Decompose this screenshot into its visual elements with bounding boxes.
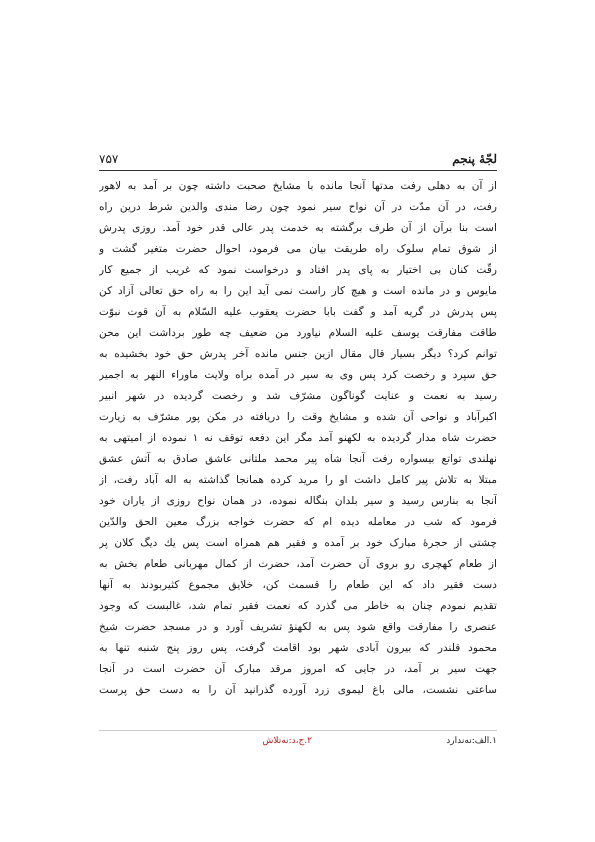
page-header xyxy=(99,152,497,170)
text-line: رسید به نعمت و عنایت گوناگون مشرّف شد و رخصت گردیده در شهر انبیر xyxy=(99,390,497,402)
footnote-1: ۱.الف:نه‌ندارد xyxy=(446,736,497,746)
footnote-rule xyxy=(99,730,497,731)
text-line: آنجا به بنارس رسید و سیر بلدان بنگاله نموده، در همان نواح روزی از یاران خود xyxy=(99,495,497,507)
text-line: دست فقیر داد که این طعام را قسمت کن، خلایق مجموع کثیربودند به آنها xyxy=(99,579,497,591)
header-rule xyxy=(99,170,497,171)
text-line: جهت سیر بر آمد، در جایی که امروز مرقد مبارک آن حضرت است در آنجا xyxy=(99,663,497,675)
text-line: چشتی از حجرهٔ مبارک خود بر آمده و فقیر هم همراه است پس یك دیگ کلان پر xyxy=(99,537,497,549)
text-line: ساعتی نشست، مالی باغ لیموی زرد آورده گذرانید آن را به دست حق پرست xyxy=(99,684,497,696)
text-line: مایوس و در مانده است و هیچ کار راست نمی آید این را به راه حق تعالی آزاد کن xyxy=(99,285,497,297)
text-line: از شوق تمام سلوک راه طریقت بیان می فرمود، احوال حضرت متغیر گشت و xyxy=(99,243,497,255)
text-line: اکبرآباد و نواحی آن شده و مشایخ وقت را دریافته در مکن پور مشرّف به زیارت xyxy=(99,411,497,423)
text-line: حضرت شاه مدار گردیده به لکهنو آمد مگر این دفعه توقف نه ۱ نموده از امیتهی به xyxy=(99,432,497,444)
text-line: تقدیم نمودم چنان به خاطر می گذرد که نعمت فقیر تمام شد، غالبست که وجود xyxy=(99,600,497,612)
text-line: از طعام کهچری رو بروی آن حضرت آمد، حضرت از کمال مهربانی طعام بخش به xyxy=(99,558,497,570)
text-line: نهلندی تواتع بیسواره رفت آنجا شاه پیر محمد ملتانی عاشق صادق به آتش عشق xyxy=(99,453,497,465)
chapter-title: لجّهٔ پنجم xyxy=(452,152,497,166)
text-line: رقّت کنان بی اختیار به پای پدر افتاد و درخواست نمود که غریب از جمیع کار xyxy=(99,264,497,276)
footnote-2: ۲.ج،د:نه‌تلاش xyxy=(262,736,312,746)
text-line: طاقت مفارقت یوسف علیه السلام نیاورد من ضعیف چه طور برداشت این محن xyxy=(99,327,497,339)
footnotes xyxy=(99,736,497,752)
text-line: عنصری را مفارقت واقع شود پس به لکهنؤ تشریف آورد و در مسجد حضرت شیخ xyxy=(99,621,497,633)
text-line: توانم کرد؟ دیگر بسیار قال مقال ازین جنس مانده آخر پدرش حق خود بخشیده به xyxy=(99,348,497,360)
text-line: حق سپرد و رخصت کرد پس وی به سیر در آمده براه ولایت ماوراء النهر به اجمیر xyxy=(99,369,497,381)
text-line: فرمود که شب در معامله دیده ام که حضرت خواجه بزرگ معین الحق والدّین xyxy=(99,516,497,528)
text-line: محمود قلندر که بیرون آبادی شهر بود اقامت گرفت، پس روز پنج شنبه تنها به xyxy=(99,642,497,654)
text-line: پس پدرش در گریه آمد و گفت بابا حضرت یعقوب علیه السّلام به آن قوت نبوّت xyxy=(99,306,497,318)
text-line: از آن به دهلی رفت مدتها آنجا مانده با مشایخ صحبت داشته چون بر آمد به لاهور xyxy=(99,180,497,192)
text-line: است بنا برآن از آن طرف برگشته به خدمت پدر عالی قدر خود آمد. روزی پدرش xyxy=(99,222,497,234)
text-line: مبتلا به تلاش پیر کامل داشت او را مرید کرده همانجا گذاشته به اله آباد رفت، از xyxy=(99,474,497,486)
body-text xyxy=(99,176,497,701)
text-line: رفت، در آن مدّت در آن نواح سیر نمود چون رضا مندی والدین شرط درین راه xyxy=(99,201,497,213)
page-number: ۷۵۷ xyxy=(99,152,119,166)
